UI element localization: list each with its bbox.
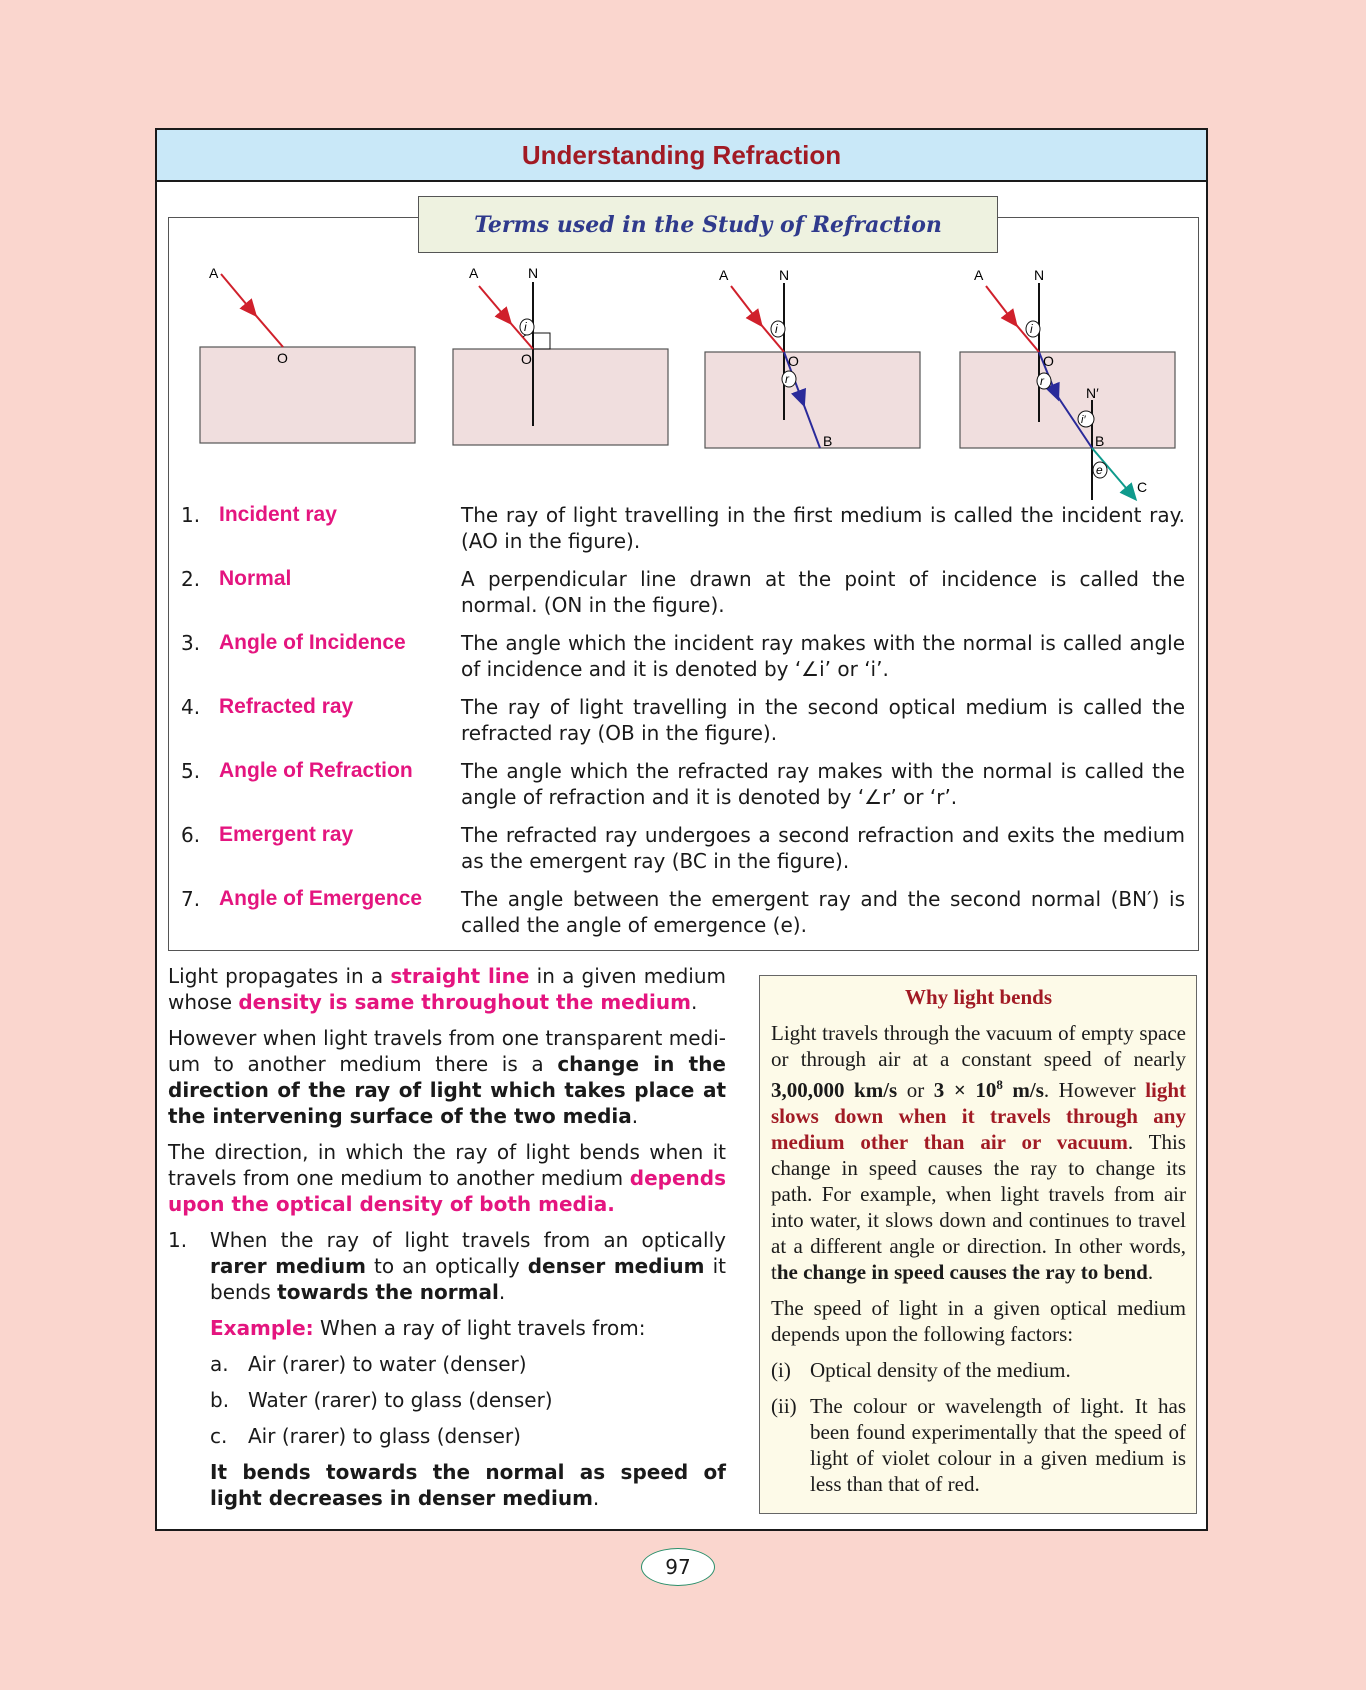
refraction-diagrams — [157, 130, 1210, 520]
incident-ray — [221, 274, 252, 311]
term-number: 5. — [181, 759, 201, 783]
example-block — [168, 1315, 726, 1511]
diagram-refracted-ray — [705, 267, 920, 449]
label-i: i — [524, 320, 527, 334]
label-a: A — [469, 265, 479, 281]
label-b: B — [1095, 433, 1105, 449]
list-item-rarer-to-denser: 1. When the ray of light travels from an optically rarer medium to an optically denser medium it bends towards the normal. — [168, 1228, 726, 1304]
term-number: 6. — [181, 823, 201, 847]
term-number: 7. — [181, 887, 201, 911]
term-definition: The angle which the incident ray makes with the normal is called angle of incidence and it is denoted by ‘∠i’ or ‘i’. — [461, 631, 1185, 681]
why-light-bends-box — [759, 975, 1197, 1514]
diagram-incident-ray — [200, 265, 415, 443]
term-definition: The angle which the refracted ray makes with the normal is called the angle of refraction and it is denoted by ‘∠r’ or ‘r’. — [461, 759, 1185, 809]
medium-block — [453, 349, 668, 445]
term-definition: The ray of light travelling in the second optical medium is called the refracted ray (OB in the figure). — [461, 695, 1185, 745]
term-definition: The angle between the emergent ray and the second normal (BN′) is called the angle of emergence (e). — [461, 887, 1185, 937]
medium-block — [960, 352, 1175, 448]
label-b: B — [823, 433, 833, 449]
label-n: N — [779, 267, 790, 283]
label-n: N — [1034, 267, 1045, 283]
label-o: O — [788, 353, 799, 369]
medium-block — [705, 352, 920, 448]
label-n-prime: N′ — [1086, 385, 1099, 401]
term-definition: The refracted ray undergoes a second refraction and exits the medium as the emergent ray (BC in the figure). — [461, 823, 1185, 873]
term-definition: The ray of light travelling in the first medium is called the incident ray. (AO in the figure). — [461, 503, 1185, 553]
factor-item: (ii) The colour or wavelength of light. It has been found experimentally that the speed of light of violet colour in a given medium is less than that of red. — [771, 1394, 1186, 1496]
label-n: N — [528, 265, 539, 281]
term-name: Angle of Refraction — [219, 759, 413, 782]
term-name: Incident ray — [219, 503, 337, 526]
term-name: Emergent ray — [219, 823, 354, 846]
label-e: e — [1096, 463, 1103, 477]
incident-ray — [479, 286, 507, 319]
label-a: A — [209, 265, 219, 281]
factor-item: (i) Optical density of the medium. — [771, 1358, 1071, 1382]
label-i: i — [1030, 322, 1033, 336]
term-name: Angle of Incidence — [219, 631, 406, 654]
example-item: c. Air (rarer) to glass (denser) — [210, 1424, 521, 1448]
label-c: C — [1137, 479, 1148, 495]
label-r: r — [785, 372, 789, 386]
page-title: Understanding Refraction — [157, 130, 1206, 182]
label-i-prime: i′ — [1081, 414, 1086, 426]
conclusion: It bends towards the normal as speed of light decreases in denser medium. — [210, 1460, 726, 1510]
page-number: 97 — [641, 1548, 715, 1586]
term-number: 1. — [181, 503, 201, 527]
label-o: O — [277, 350, 288, 366]
terms-heading: Terms used in the Study of Refraction — [418, 196, 998, 253]
label-a: A — [719, 267, 729, 283]
label-o: O — [1043, 353, 1054, 369]
term-number: 4. — [181, 695, 201, 719]
term-name: Refracted ray — [219, 695, 354, 718]
term-number: 3. — [181, 631, 201, 655]
paragraph-straight-line: Light propagates in a straight line in a given medium whose density is same throughout the medium. — [168, 964, 726, 1014]
label-r: r — [1040, 374, 1044, 388]
paragraph-change-direction: However when light travels from one transparent medi-um to another medium there is a change in the direction of the ray of light which takes place at the intervening surface of the two media. — [168, 1026, 726, 1128]
right-angle-mark — [533, 333, 550, 349]
term-definition: A perpendicular line drawn at the point of incidence is called the normal. (ON in the figure). — [461, 567, 1185, 617]
label-i: i — [775, 322, 778, 336]
main-text-column — [168, 963, 726, 1521]
example-item: b. Water (rarer) to glass (denser) — [210, 1388, 553, 1412]
medium-block — [200, 347, 415, 443]
label-o: O — [521, 351, 532, 367]
content-frame — [155, 128, 1208, 1531]
diagram-emergent-ray — [960, 267, 1175, 500]
term-name: Normal — [219, 567, 292, 590]
paragraph-optical-density: The direction, in which the ray of light bends when it travels from one medium to another medium depends upon the optical density of both media. — [168, 1140, 726, 1216]
example-item: a. Air (rarer) to water (denser) — [210, 1352, 527, 1376]
diagram-normal — [453, 265, 668, 445]
incident-ray — [986, 286, 1013, 321]
term-name: Angle of Emergence — [219, 887, 423, 910]
why-paragraph: Light travels through the vacuum of empty space or through air at a constant speed of nearly 3,00,000 km/s or $3 \times 10^8$ m/s. However light slows down when it travels through any medium other than air or vacuum. This change in speed causes the ray to change its path. For example, when light travels from air into water, it slows down and continues to travel at a different angle or direction. In other words, the change in speed causes the ray to bend. — [771, 1021, 1187, 1284]
label-a: A — [974, 267, 984, 283]
term-number: 2. — [181, 567, 201, 591]
why-heading: Why light bends — [904, 985, 1053, 1009]
incident-ray — [731, 286, 758, 321]
example-intro: Example: When a ray of light travels from: — [210, 1316, 646, 1340]
factors-intro: The speed of light in a given optical medium depends upon the following factors: — [771, 1296, 1186, 1346]
